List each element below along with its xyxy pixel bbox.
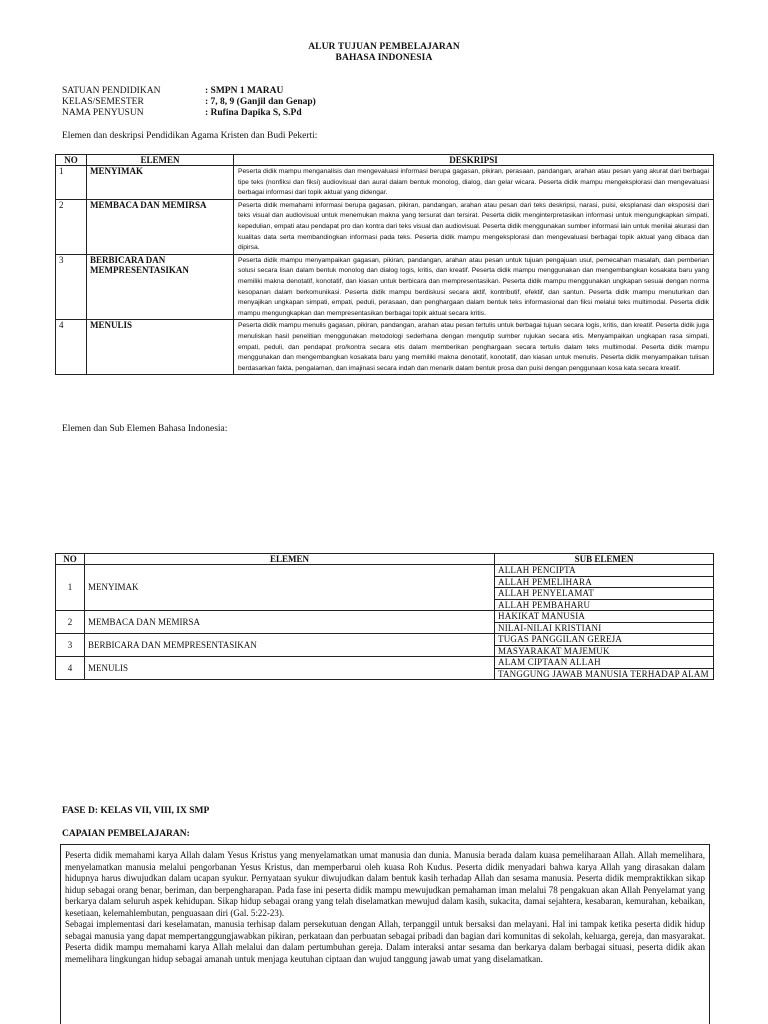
meta-value: : 7, 8, 9 (Ganjil dan Genap) xyxy=(205,97,316,107)
document-subtitle: BAHASA INDONESIA xyxy=(335,53,433,63)
sub-elemen-cell: TUGAS PANGGILAN GEREJA xyxy=(495,634,714,646)
sub-elemen-cell: ALLAH PEMBAHARU xyxy=(495,599,714,611)
table-row xyxy=(56,657,714,669)
row-elemen: BERBICARA DAN MEMPRESENTASIKAN xyxy=(87,254,234,320)
row-elemen: MEMBACA DAN MEMIRSA xyxy=(85,611,495,634)
row-deskripsi: Peserta didik mampu menyampaikan gagasan, pikiran, pandangan, arahan atau pesan untuk tujuan pengajuan usul, pemecahan masalah, dan pemberian solusi secara lisan dalam bentuk monolog dan dialog logis, kritis, dan kreatif. Peserta didik mampu menggunakan dan mengembangkan kosakata baru yang memiliki makna denotatif, konotatif, dan kiasan untuk berbicara dan mempresentasikan. Peserta didik mampu menggunakan ungkapan sesuai dengan norma kesopanan dalam berkomunikasi. Peserta didik mampu berdiskusi secara aktif, kontributif, efektif, dan santun. Peserta didik mampu menuturkan dan menyajikan ungkapan simpati, empati, peduli, perasaan, dan penghargaan dalam bentuk teks informasional dan fiksi melalui teks multimodal. Peserta didik mampu mengungkapkan dan mempresentasikan berbagai topik aktual secara kritis. xyxy=(234,254,714,320)
sub-elemen-cell: HAKIKAT MANUSIA xyxy=(495,611,714,623)
table-row xyxy=(56,611,714,623)
sub-elemen-cell: ALLAH PENYELAMAT xyxy=(495,588,714,600)
meta-value: : SMPN 1 MARAU xyxy=(205,86,284,96)
capaian-paragraph: Sebagai implementasi dari keselamatan, manusia terhisap dalam persekutuan dengan Allah, terpanggil untuk bersaksi dan melayani. Hal ini tampak ketika peserta didik hidup sebagai manusia yang dapat mempertanggungjawabkan pikiran, perkataan dan perbuatan sebagai pribadi dan bagian dari komunitas di sekolah, keluarga, gereja, dan masyarakat. Peserta didik mampu memahami karya Allah melalui dan dalam pertumbuhan gereja. Dalam interaksi antar sesama dan berkarya dalam berbagai situasi, peserta didik akan memelihara lingkungan hidup sebagai amanah untuk menjaga keutuhan ciptaan dan wujud tanggung jawab umat yang diselamatkan. xyxy=(65,919,705,964)
row-elemen: MEMBACA DAN MEMIRSA xyxy=(87,199,234,254)
row-number: 1 xyxy=(56,565,85,611)
sub-elemen-cell: ALLAH PENCIPTA xyxy=(495,565,714,577)
column-header-elemen: ELEMEN xyxy=(85,554,495,565)
row-deskripsi: Peserta didik mampu menulis gagasan, pikiran, pandangan, arahan atau pesan tertulis untuk berbagai tujuan secara logis, kritis, dan kreatif. Peserta didik juga menuliskan hasil penelitian menggunakan metodologi sederhana dengan mengutip sumber rujukan secara etis. Menyampaikan ungkapan rasa simpati, empati, peduli, dan pendapat pro/kontra secara etis dalam memberikan penghargaan secara tertulis dalam teks multimodal. Peserta didik mampu menggunakan dan mengembangkan kosakata baru yang memiliki makna denotatif, konotatif, dan kiasan untuk menulis. Peserta didik menyampaikan tulisan berdasarkan fakta, pengalaman, dan imajinasi secara indah dan menarik dalam bentuk prosa dan puisi dengan penggunaan kosa kata secara kreatif. xyxy=(234,320,714,375)
row-elemen: MENYIMAK xyxy=(85,565,495,611)
sub-elemen-cell: TANGGUNG JAWAB MANUSIA TERHADAP ALAM xyxy=(495,668,714,680)
row-number: 2 xyxy=(56,611,85,634)
fase-heading: FASE D: KELAS VII, VIII, IX SMP xyxy=(62,806,210,816)
table-row xyxy=(56,565,714,577)
row-number: 4 xyxy=(56,657,85,680)
row-number: 1 xyxy=(56,166,87,200)
table-row xyxy=(56,199,714,254)
row-elemen: BERBICARA DAN MEMPRESENTASIKAN xyxy=(85,634,495,657)
row-number: 2 xyxy=(56,199,87,254)
document-title: ALUR TUJUAN PEMBELAJARAN xyxy=(308,42,460,52)
table-header-row xyxy=(56,554,714,565)
sub-elemen-cell: MASYARAKAT MAJEMUK xyxy=(495,645,714,657)
row-elemen: MENULIS xyxy=(87,320,234,375)
row-number: 3 xyxy=(56,634,85,657)
column-header-no: NO xyxy=(56,554,85,565)
column-header-deskripsi: DESKRIPSI xyxy=(234,155,714,166)
row-deskripsi: Peserta didik mampu menganalisis dan mengevaluasi informasi berupa gagasan, pikiran, perasaan, pandangan, arahan atau pesan yang akurat dari berbagai tipe teks (nonfiksi dan fiksi) audiovisual dan aural dalam bentuk monolog, dialog, dan gelar wicara. Peserta didik mampu mengeksplorasi dan mengevaluasi berbagai informasi dari topik aktual yang didengar. xyxy=(234,166,714,200)
capaian-paragraph: Peserta didik memahami karya Allah dalam Yesus Kristus yang menyelamatkan umat manusia dan dunia. Manusia berada dalam kuasa pemeliharaan Allah. Allah memelihara, menyelamatkan manusia melalui pengorbanan Yesus Kristus, dan memperbarui oleh kuasa Roh Kudus. Peserta didik menyadari bahwa karya Allah yang dirasakan dalam hidupnya harus diwujudkan dalam ucapan syukur. Pernyataan syukur diwujudkan dalam bentuk kasih terhadap Allah dan sesama manusia. Peserta didik mempraktikkan sikap hidup sebagai orang benar, beriman, dan berpengharapan. Pada fase ini peserta didik mampu mewujudkan pemahaman iman melalui 78 pengakuan akan Allah Penyelamat yang berkarya dalam seluruh aspek kehidupan. Sikap hidup sebagai orang yang telah diselamatkan mewujud dalam kasih, sukacita, damai sejahtera, kesabaran, kemurahan, kebaikan, kesetiaan, kelemahlembutan, penguasaan diri (Gal. 5:22-23). xyxy=(65,850,705,918)
row-elemen: MENULIS xyxy=(85,657,495,680)
table-header-row xyxy=(56,155,714,166)
column-header-no: NO xyxy=(56,155,87,166)
column-header-sub-elemen: SUB ELEMEN xyxy=(495,554,714,565)
elemen-deskripsi-table xyxy=(55,154,714,375)
elemen-sub-elemen-table xyxy=(55,553,714,680)
sub-elemen-cell: ALAM CIPTAAN ALLAH xyxy=(495,657,714,669)
sub-elemen-cell: ALLAH PEMELIHARA xyxy=(495,576,714,588)
meta-label: SATUAN PENDIDIKAN xyxy=(62,86,161,96)
sub-elemen-cell: NILAI-NILAI KRISTIANI xyxy=(495,622,714,634)
row-number: 3 xyxy=(56,254,87,320)
table-row xyxy=(56,254,714,320)
capaian-heading: CAPAIAN PEMBELAJARAN: xyxy=(62,829,190,839)
meta-label: KELAS/SEMESTER xyxy=(62,97,144,107)
capaian-pembelajaran-box xyxy=(60,844,710,1024)
meta-value: : Rufina Dapika S, S.Pd xyxy=(205,108,302,118)
row-elemen: MENYIMAK xyxy=(87,166,234,200)
meta-label: NAMA PENYUSUN xyxy=(62,108,144,118)
table-row xyxy=(56,166,714,200)
table-row xyxy=(56,634,714,646)
table-row xyxy=(56,320,714,375)
column-header-elemen: ELEMEN xyxy=(87,155,234,166)
row-deskripsi: Peserta didik memahami informasi berupa gagasan, pikiran, pandangan, arahan atau pesan dari teks deskripsi, narasi, puisi, eksplanasi dan eksposisi dari teks visual dan audiovisual untuk menemukan makna yang tersurat dan tersirat. Peserta didik menginterpretasikan informasi untuk mengungkapkan simpati, kepedulian, empati atau pendapat pro dan kontra dari teks visual dan audiovisual. Peserta didik menggunakan sumber informasi lain untuk menilai akurasi dan kualitas data serta membandingkan informasi pada teks. Peserta didik mampu mengeksplorasi dan mengevaluasi berbagai topik aktual yang dibaca dan dipirsa. xyxy=(234,199,714,254)
row-number: 4 xyxy=(56,320,87,375)
intro-text-sub-elemen: Elemen dan Sub Elemen Bahasa Indonesia: xyxy=(62,424,228,434)
intro-text-elemen-deskripsi: Elemen dan deskripsi Pendidikan Agama Kristen dan Budi Pekerti: xyxy=(62,131,318,141)
